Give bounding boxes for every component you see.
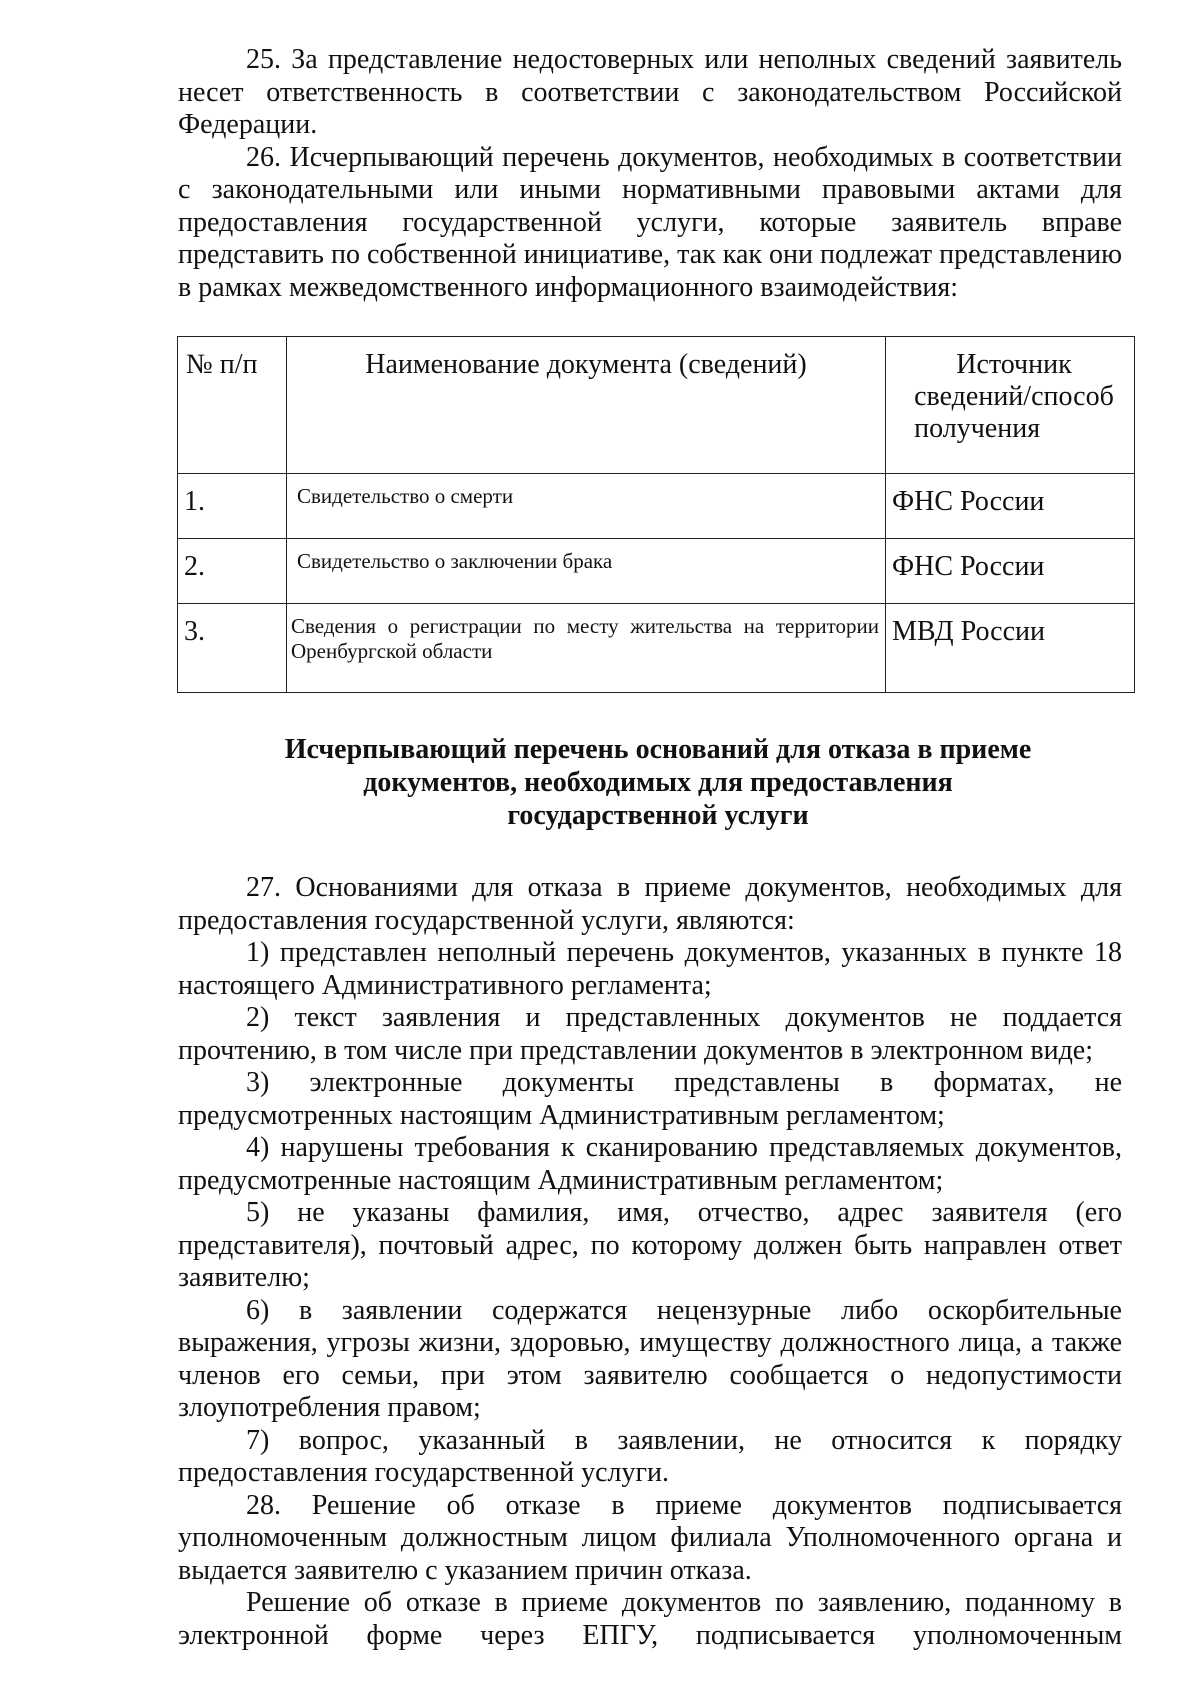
row-name: Сведения о регистрации по месту жительства на территории Оренбургской области (287, 604, 886, 693)
row-num: 2. (178, 539, 287, 604)
header-source-line3: получения (914, 413, 1041, 444)
heading-line-3: государственной услуги (507, 800, 809, 831)
documents-table (177, 336, 1135, 693)
header-source-line1: Источник (956, 349, 1072, 380)
row-num: 1. (178, 474, 287, 539)
table-row (178, 539, 1135, 604)
row-name: Свидетельство о смерти (287, 474, 886, 539)
paragraph-28: 28. Решение об отказе в приеме документов подписывается уполномоченным должностным лицом филиала Уполномоченного органа и выдается заявителю с указанием причин отказа. (178, 1489, 1122, 1586)
heading-line-1: Исчерпывающий перечень оснований для отказа в приеме (284, 734, 1032, 765)
paragraph-decision-epgu: Решение об отказе в приеме документов по заявлению, поданному в электронной форме через ЕПГУ, подписывается уполномоченным (178, 1587, 1122, 1651)
row-name: Свидетельство о заключении брака (287, 539, 886, 604)
section-heading (178, 733, 1122, 832)
row-source: ФНС России (886, 474, 1135, 539)
list-item-1: 1) представлен неполный перечень документов, указанных в пункте 18 настоящего Административного регламента; (178, 937, 1122, 1001)
row-source: МВД России (886, 604, 1135, 693)
header-num: № п/п (178, 337, 287, 474)
list-item-4: 4) нарушены требования к сканированию представляемых документов, предусмотренные настоящим Административным регламентом; (178, 1132, 1122, 1196)
document-page (178, 44, 1122, 1652)
paragraph-27: 27. Основаниями для отказа в приеме документов, необходимых для предоставления государственной услуги, являются: (178, 872, 1122, 936)
row-source: ФНС России (886, 539, 1135, 604)
row-num: 3. (178, 604, 287, 693)
table-row (178, 604, 1135, 693)
list-item-5: 5) не указаны фамилия, имя, отчество, адрес заявителя (его представителя), почтовый адрес, по которому должен быть направлен ответ заявителю; (178, 1197, 1122, 1293)
table-row (178, 474, 1135, 539)
header-source (886, 337, 1135, 474)
header-name: Наименование документа (сведений) (287, 337, 886, 474)
list-item-3: 3) электронные документы представлены в форматах, не предусмотренных настоящим Административным регламентом; (178, 1067, 1122, 1131)
list-item-7: 7) вопрос, указанный в заявлении, не относится к порядку предоставления государственной услуги. (178, 1424, 1122, 1488)
table-header-row (178, 337, 1135, 474)
header-source-line2: сведений/способ (914, 381, 1114, 412)
paragraph-25: 25. За представление недостоверных или неполных сведений заявитель несет ответственность в соответствии с законодательством Российской Федерации. (178, 44, 1122, 140)
list-item-2: 2) текст заявления и представленных документов не поддается прочтению, в том числе при представлении документов в электронном виде; (178, 1002, 1122, 1066)
heading-line-2: документов, необходимых для предоставления (363, 767, 953, 798)
list-item-6: 6) в заявлении содержатся нецензурные либо оскорбительные выражения, угрозы жизни, здоровью, имуществу должностного лица, а также членов его семьи, при этом заявителю сообщается о недопустимости злоупотребления правом; (178, 1294, 1122, 1423)
paragraph-26: 26. Исчерпывающий перечень документов, необходимых в соответствии с законодательными или иными нормативными правовыми актами для предоставления государственной услуги, которые заявитель вправе представить по собственной инициативе, так как они подлежат представлению в рамках межведомственного информационного взаимодействия: (178, 141, 1122, 303)
